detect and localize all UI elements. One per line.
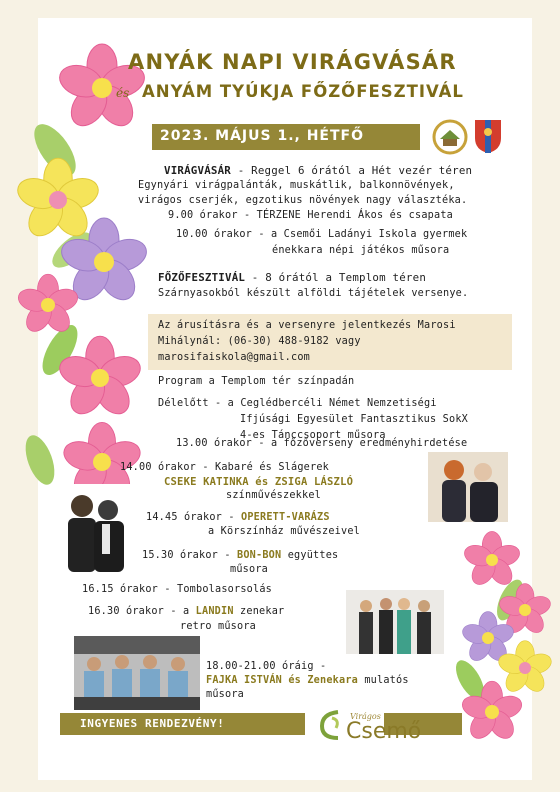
program-1800-line3: műsora xyxy=(206,689,245,700)
program-1530 xyxy=(142,550,338,561)
program-1630-name: LANDIN xyxy=(195,606,234,617)
program-1800-rest: mulatós xyxy=(358,675,409,686)
cooking-heading: FŐZŐFESZTIVÁL xyxy=(158,271,246,284)
program-1400-line3: színművészekkel xyxy=(226,490,322,501)
flower-market-desc1: Egynyári virágpalánták, muskátlik, balkonnövények, xyxy=(138,180,455,191)
program-0900-desc: - TÉRZENE Herendi Ákos és csapata xyxy=(237,210,454,221)
program-0900 xyxy=(168,210,453,221)
program-1400-line1: 14.00 órakor - Kabaré és Slágerek xyxy=(120,462,330,473)
program-1000-line2: énekkara népi játékos műsora xyxy=(272,245,450,256)
program-morning-line3: 4-es Tánccsoport műsora xyxy=(240,430,386,441)
program-1630-line2: retro műsora xyxy=(180,621,257,632)
program-1300: 13.00 órakor - a főzőverseny eredményhirdetése xyxy=(176,438,468,449)
program-1630-time: 16.30 órakor - a xyxy=(88,606,196,617)
flower-market-time: - Reggel 6 órától a Hét vezér téren xyxy=(231,164,473,177)
program-morning-line1: Délelőtt - a Ceglédbercéli Német Nemzetiségi xyxy=(158,398,437,409)
program-1530-name: BON-BON xyxy=(237,550,282,561)
program-1615: 16.15 órakor - Tombolasorsolás xyxy=(82,584,273,595)
program-1530-rest: együttes xyxy=(281,550,339,561)
brand-name: Csemő xyxy=(346,719,422,744)
cooking-desc: Szárnyasokból készült alföldi tájételek versenye. xyxy=(158,288,469,299)
registration-phone: Mihálynál: (06-30) 488-9182 vagy xyxy=(158,336,361,347)
program-1800 xyxy=(206,675,409,686)
program-1630 xyxy=(88,606,284,617)
program-0900-time: 9.00 órakor xyxy=(168,210,238,221)
program-1400-performers: CSEKE KATINKA és ZSIGA LÁSZLÓ xyxy=(164,476,354,488)
program-1445-time: 14.45 órakor - xyxy=(146,512,242,523)
flower-market-line xyxy=(164,164,472,177)
coat-of-arms-icon xyxy=(473,118,503,154)
free-event-text: INGYENES RENDEZVÉNY! xyxy=(80,717,225,730)
flower-garland-right-icon xyxy=(0,0,1,1)
cooking-time: - 8 órától a Templom téren xyxy=(245,271,427,284)
program-1445-name: OPERETT-VARÁZS xyxy=(241,512,330,523)
program-morning-line2: Ifjúsági Egyesület Fantasztikus SokX xyxy=(240,414,469,425)
photo-operett xyxy=(54,484,134,572)
program-1630-rest: zenekar xyxy=(233,606,285,617)
flower-market-heading: VIRÁGVÁSÁR xyxy=(164,164,232,177)
program-1800-line1: 18.00-21.00 óráig - xyxy=(206,661,327,672)
program-1530-time: 15.30 órakor - xyxy=(142,550,238,561)
program-1445-line2: a Körszínház művészeivel xyxy=(208,526,361,537)
title-main: ANYÁK NAPI VIRÁGVÁSÁR xyxy=(128,50,457,74)
event-date: 2023. MÁJUS 1., HÉTFŐ xyxy=(160,128,365,144)
photo-cseke-zsiga xyxy=(428,452,508,522)
photo-landin xyxy=(346,590,444,654)
flower-market-desc2: virágos cserjék, egzotikus növények nagy választéka. xyxy=(138,195,468,206)
title-and: és xyxy=(116,86,130,100)
csemo-logo-icon xyxy=(318,708,344,742)
registration-email[interactable]: marosifaiskola@gmail.com xyxy=(158,352,311,363)
registration-line1: Az árusításra és a versenyre jelentkezés Marosi xyxy=(158,320,456,331)
program-1000-line1: 10.00 órakor - a Csemői Ladányi Iskola gyermek xyxy=(176,229,468,240)
program-1800-name: FAJKA ISTVÁN és Zenekara xyxy=(206,675,359,686)
school-logo-icon xyxy=(432,119,468,155)
program-1445 xyxy=(146,512,330,523)
program-heading: Program a Templom tér színpadán xyxy=(158,376,355,387)
cooking-line xyxy=(158,271,426,284)
photo-fajka xyxy=(74,636,200,710)
brand-tagline: Virágos xyxy=(350,712,381,721)
title-sub: ANYÁM TYÚKJA FŐZŐFESZTIVÁL xyxy=(142,82,464,101)
program-1530-line2: műsora xyxy=(230,564,269,575)
